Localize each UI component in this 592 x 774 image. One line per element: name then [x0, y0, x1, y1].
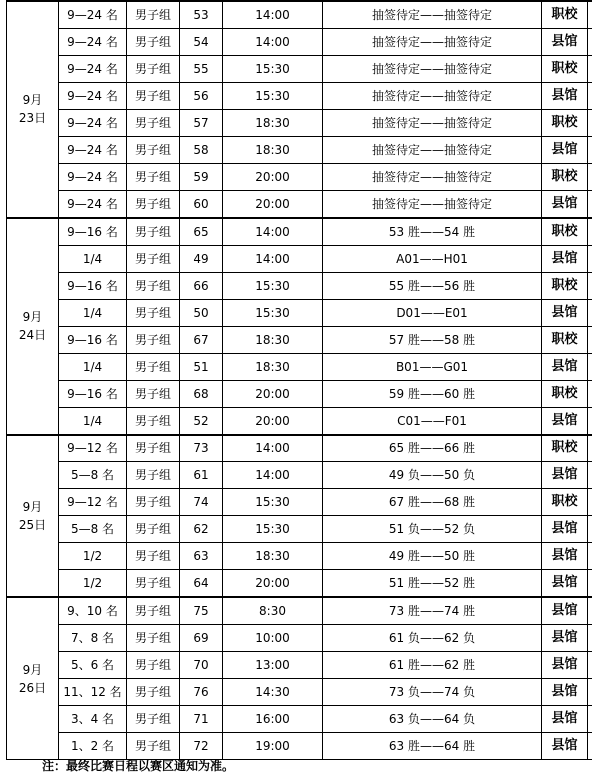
- rank-cell: 5、6 名: [59, 652, 127, 679]
- rank-cell: 9—24 名: [59, 190, 127, 217]
- matchup-cell: 61 负——62 负: [323, 625, 542, 652]
- table-row: [7, 109, 592, 136]
- date-day: 26日: [18, 680, 47, 695]
- table-row: [7, 82, 592, 109]
- table-row: [7, 353, 592, 380]
- venue-cell: 县馆: [542, 652, 588, 679]
- table-row: [7, 380, 592, 407]
- rank-cell: 9—24 名: [59, 109, 127, 136]
- venue-cell: 县馆: [542, 570, 588, 597]
- date-cell: [7, 435, 59, 598]
- matchup-cell: 抽签待定——抽签待定: [323, 109, 542, 136]
- matchup-cell: 55 胜——56 胜: [323, 272, 542, 299]
- match-number-cell: 49: [180, 245, 223, 272]
- table-row: [7, 652, 592, 679]
- extra-cell: [588, 299, 592, 326]
- extra-cell: [588, 489, 592, 516]
- time-cell: 14:00: [223, 28, 323, 55]
- table-row: [7, 516, 592, 543]
- rank-cell: 9—24 名: [59, 163, 127, 190]
- rank-cell: 9、10 名: [59, 597, 127, 624]
- extra-cell: [588, 435, 592, 462]
- venue-cell: 职校: [542, 435, 588, 462]
- venue-cell: 县馆: [542, 82, 588, 109]
- table-row: [7, 163, 592, 190]
- rank-cell: 1/4: [59, 407, 127, 434]
- time-cell: 13:00: [223, 652, 323, 679]
- footnote: 注：最终比赛日程以赛区通知为准。: [42, 759, 235, 773]
- venue-cell: 职校: [542, 55, 588, 82]
- table-row: [7, 543, 592, 570]
- match-number-cell: 75: [180, 597, 223, 624]
- group-cell: 男子组: [127, 543, 180, 570]
- match-number-cell: 63: [180, 543, 223, 570]
- extra-cell: [588, 272, 592, 299]
- rank-cell: 9—16 名: [59, 380, 127, 407]
- matchup-cell: 51 胜——52 胜: [323, 570, 542, 597]
- venue-cell: 县馆: [542, 245, 588, 272]
- table-row: [7, 625, 592, 652]
- group-cell: 男子组: [127, 407, 180, 434]
- venue-cell: 职校: [542, 109, 588, 136]
- time-cell: 18:30: [223, 109, 323, 136]
- group-cell: 男子组: [127, 136, 180, 163]
- match-number-cell: 62: [180, 516, 223, 543]
- matchup-cell: 73 负——74 负: [323, 679, 542, 706]
- time-cell: 15:30: [223, 82, 323, 109]
- group-cell: 男子组: [127, 516, 180, 543]
- table-row: [7, 299, 592, 326]
- extra-cell: [588, 625, 592, 652]
- date-cell: [7, 1, 59, 218]
- rank-cell: 1/4: [59, 245, 127, 272]
- rank-cell: 7、8 名: [59, 625, 127, 652]
- extra-cell: [588, 407, 592, 434]
- table-row: [7, 435, 592, 462]
- matchup-cell: D01——E01: [323, 299, 542, 326]
- match-number-cell: 51: [180, 353, 223, 380]
- venue-cell: 县馆: [542, 597, 588, 624]
- match-number-cell: 66: [180, 272, 223, 299]
- group-cell: 男子组: [127, 326, 180, 353]
- table-row: [7, 462, 592, 489]
- matchup-cell: C01——F01: [323, 407, 542, 434]
- time-cell: 20:00: [223, 190, 323, 217]
- extra-cell: [588, 136, 592, 163]
- extra-cell: [588, 516, 592, 543]
- venue-cell: 县馆: [542, 353, 588, 380]
- matchup-cell: 51 负——52 负: [323, 516, 542, 543]
- extra-cell: [588, 679, 592, 706]
- matchup-cell: 49 负——50 负: [323, 462, 542, 489]
- table-row: [7, 733, 592, 760]
- time-cell: 15:30: [223, 516, 323, 543]
- rank-cell: 1/4: [59, 353, 127, 380]
- date-month: 9月: [22, 93, 43, 108]
- rank-cell: 9—16 名: [59, 326, 127, 353]
- venue-cell: 职校: [542, 326, 588, 353]
- rank-cell: 1/2: [59, 570, 127, 597]
- match-number-cell: 54: [180, 28, 223, 55]
- time-cell: 18:30: [223, 353, 323, 380]
- table-row: [7, 489, 592, 516]
- matchup-cell: 49 胜——50 胜: [323, 543, 542, 570]
- venue-cell: 县馆: [542, 299, 588, 326]
- matchup-cell: 73 胜——74 胜: [323, 597, 542, 624]
- group-cell: 男子组: [127, 1, 180, 28]
- rank-cell: 9—24 名: [59, 28, 127, 55]
- time-cell: 20:00: [223, 163, 323, 190]
- matchup-cell: 65 胜——66 胜: [323, 435, 542, 462]
- time-cell: 18:30: [223, 136, 323, 163]
- time-cell: 14:00: [223, 462, 323, 489]
- group-cell: 男子组: [127, 706, 180, 733]
- time-cell: 20:00: [223, 407, 323, 434]
- group-cell: 男子组: [127, 272, 180, 299]
- extra-cell: [588, 380, 592, 407]
- group-cell: 男子组: [127, 55, 180, 82]
- extra-cell: [588, 462, 592, 489]
- time-cell: 14:30: [223, 679, 323, 706]
- table-row: [7, 679, 592, 706]
- time-cell: 14:00: [223, 1, 323, 28]
- time-cell: 14:00: [223, 245, 323, 272]
- match-number-cell: 67: [180, 326, 223, 353]
- match-number-cell: 72: [180, 733, 223, 760]
- schedule-table: [6, 0, 592, 760]
- rank-cell: 9—12 名: [59, 435, 127, 462]
- group-cell: 男子组: [127, 380, 180, 407]
- table-row: [7, 136, 592, 163]
- extra-cell: [588, 55, 592, 82]
- table-row: [7, 28, 592, 55]
- extra-cell: [588, 597, 592, 624]
- matchup-cell: 抽签待定——抽签待定: [323, 136, 542, 163]
- rank-cell: 9—12 名: [59, 489, 127, 516]
- time-cell: 16:00: [223, 706, 323, 733]
- matchup-cell: 抽签待定——抽签待定: [323, 163, 542, 190]
- extra-cell: [588, 82, 592, 109]
- matchup-cell: A01——H01: [323, 245, 542, 272]
- match-number-cell: 56: [180, 82, 223, 109]
- matchup-cell: 抽签待定——抽签待定: [323, 55, 542, 82]
- time-cell: 20:00: [223, 570, 323, 597]
- matchup-cell: 61 胜——62 胜: [323, 652, 542, 679]
- match-number-cell: 53: [180, 1, 223, 28]
- group-cell: 男子组: [127, 218, 180, 245]
- venue-cell: 职校: [542, 1, 588, 28]
- matchup-cell: 59 胜——60 胜: [323, 380, 542, 407]
- group-cell: 男子组: [127, 489, 180, 516]
- time-cell: 15:30: [223, 299, 323, 326]
- time-cell: 20:00: [223, 380, 323, 407]
- rank-cell: 9—24 名: [59, 1, 127, 28]
- rank-cell: 9—16 名: [59, 218, 127, 245]
- match-number-cell: 73: [180, 435, 223, 462]
- extra-cell: [588, 1, 592, 28]
- venue-cell: 县馆: [542, 136, 588, 163]
- rank-cell: 1/2: [59, 543, 127, 570]
- venue-cell: 职校: [542, 489, 588, 516]
- group-cell: 男子组: [127, 625, 180, 652]
- venue-cell: 职校: [542, 163, 588, 190]
- table-row: [7, 706, 592, 733]
- table-row: [7, 272, 592, 299]
- extra-cell: [588, 245, 592, 272]
- extra-cell: [588, 326, 592, 353]
- rank-cell: 9—24 名: [59, 136, 127, 163]
- match-number-cell: 69: [180, 625, 223, 652]
- venue-cell: 县馆: [542, 462, 588, 489]
- extra-cell: [588, 190, 592, 217]
- match-number-cell: 52: [180, 407, 223, 434]
- match-number-cell: 64: [180, 570, 223, 597]
- venue-cell: 职校: [542, 380, 588, 407]
- match-number-cell: 76: [180, 679, 223, 706]
- rank-cell: 5—8 名: [59, 462, 127, 489]
- group-cell: 男子组: [127, 679, 180, 706]
- match-number-cell: 61: [180, 462, 223, 489]
- rank-cell: 5—8 名: [59, 516, 127, 543]
- group-cell: 男子组: [127, 652, 180, 679]
- match-number-cell: 74: [180, 489, 223, 516]
- extra-cell: [588, 652, 592, 679]
- match-number-cell: 71: [180, 706, 223, 733]
- venue-cell: 县馆: [542, 28, 588, 55]
- date-day: 24日: [18, 328, 47, 343]
- date-cell: [7, 218, 59, 435]
- rank-cell: 3、4 名: [59, 706, 127, 733]
- venue-cell: 职校: [542, 218, 588, 245]
- date-month: 9月: [22, 662, 43, 677]
- group-cell: 男子组: [127, 353, 180, 380]
- venue-cell: 县馆: [542, 679, 588, 706]
- rank-cell: 1、2 名: [59, 733, 127, 760]
- schedule-body: [7, 1, 592, 760]
- matchup-cell: B01——G01: [323, 353, 542, 380]
- extra-cell: [588, 163, 592, 190]
- matchup-cell: 抽签待定——抽签待定: [323, 1, 542, 28]
- matchup-cell: 63 胜——64 胜: [323, 733, 542, 760]
- match-number-cell: 70: [180, 652, 223, 679]
- group-cell: 男子组: [127, 435, 180, 462]
- extra-cell: [588, 733, 592, 760]
- match-number-cell: 58: [180, 136, 223, 163]
- time-cell: 19:00: [223, 733, 323, 760]
- venue-cell: 县馆: [542, 516, 588, 543]
- matchup-cell: 57 胜——58 胜: [323, 326, 542, 353]
- rank-cell: 1/4: [59, 299, 127, 326]
- group-cell: 男子组: [127, 597, 180, 624]
- extra-cell: [588, 543, 592, 570]
- extra-cell: [588, 706, 592, 733]
- table-row: [7, 326, 592, 353]
- match-number-cell: 68: [180, 380, 223, 407]
- venue-cell: 县馆: [542, 543, 588, 570]
- venue-cell: 县馆: [542, 733, 588, 760]
- time-cell: 10:00: [223, 625, 323, 652]
- venue-cell: 县馆: [542, 706, 588, 733]
- time-cell: 15:30: [223, 489, 323, 516]
- extra-cell: [588, 109, 592, 136]
- table-row: [7, 597, 592, 624]
- matchup-cell: 抽签待定——抽签待定: [323, 28, 542, 55]
- group-cell: 男子组: [127, 28, 180, 55]
- group-cell: 男子组: [127, 190, 180, 217]
- table-row: [7, 407, 592, 434]
- table-row: [7, 1, 592, 28]
- venue-cell: 县馆: [542, 625, 588, 652]
- time-cell: 8:30: [223, 597, 323, 624]
- table-row: [7, 218, 592, 245]
- match-number-cell: 59: [180, 163, 223, 190]
- venue-cell: 职校: [542, 272, 588, 299]
- rank-cell: 9—16 名: [59, 272, 127, 299]
- date-day: 25日: [18, 517, 47, 532]
- rank-cell: 9—24 名: [59, 82, 127, 109]
- time-cell: 18:30: [223, 543, 323, 570]
- match-number-cell: 50: [180, 299, 223, 326]
- match-number-cell: 65: [180, 218, 223, 245]
- matchup-cell: 抽签待定——抽签待定: [323, 82, 542, 109]
- matchup-cell: 53 胜——54 胜: [323, 218, 542, 245]
- time-cell: 18:30: [223, 326, 323, 353]
- match-number-cell: 60: [180, 190, 223, 217]
- group-cell: 男子组: [127, 82, 180, 109]
- group-cell: 男子组: [127, 245, 180, 272]
- extra-cell: [588, 28, 592, 55]
- venue-cell: 县馆: [542, 407, 588, 434]
- table-row: [7, 245, 592, 272]
- time-cell: 14:00: [223, 218, 323, 245]
- table-row: [7, 55, 592, 82]
- group-cell: 男子组: [127, 733, 180, 760]
- rank-cell: 9—24 名: [59, 55, 127, 82]
- group-cell: 男子组: [127, 109, 180, 136]
- group-cell: 男子组: [127, 462, 180, 489]
- table-row: [7, 570, 592, 597]
- matchup-cell: 63 负——64 负: [323, 706, 542, 733]
- date-month: 9月: [22, 499, 43, 514]
- extra-cell: [588, 353, 592, 380]
- date-month: 9月: [22, 310, 43, 325]
- date-cell: [7, 597, 59, 759]
- date-day: 23日: [18, 111, 47, 126]
- extra-cell: [588, 570, 592, 597]
- venue-cell: 县馆: [542, 190, 588, 217]
- time-cell: 14:00: [223, 435, 323, 462]
- matchup-cell: 抽签待定——抽签待定: [323, 190, 542, 217]
- match-number-cell: 57: [180, 109, 223, 136]
- group-cell: 男子组: [127, 299, 180, 326]
- table-row: [7, 190, 592, 217]
- matchup-cell: 67 胜——68 胜: [323, 489, 542, 516]
- match-number-cell: 55: [180, 55, 223, 82]
- time-cell: 15:30: [223, 55, 323, 82]
- extra-cell: [588, 218, 592, 245]
- group-cell: 男子组: [127, 570, 180, 597]
- group-cell: 男子组: [127, 163, 180, 190]
- time-cell: 15:30: [223, 272, 323, 299]
- rank-cell: 11、12 名: [59, 679, 127, 706]
